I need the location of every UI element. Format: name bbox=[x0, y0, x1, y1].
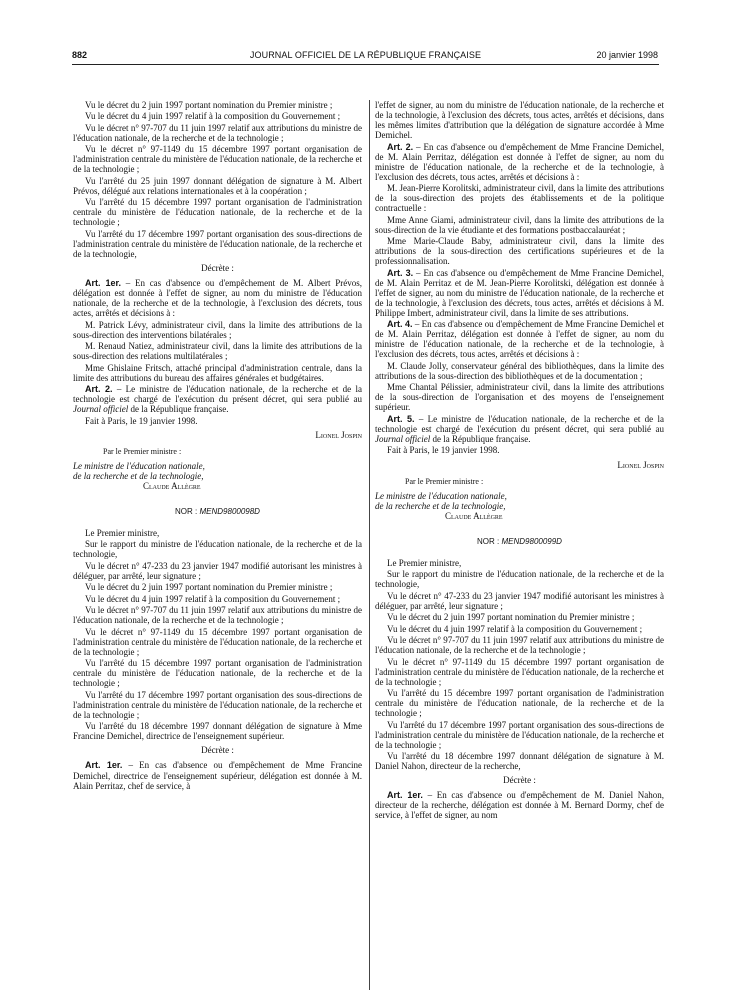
minister-title: Le ministre de l'éducation nationale, bbox=[73, 460, 205, 471]
nor-reference: NOR : MEND9800098D bbox=[175, 506, 260, 516]
visa: Vu le décret n° 97-707 du 11 juin 1997 relatif aux attributions du ministre de l'éducation nationale, de la recherche et de la technologie ; bbox=[73, 605, 362, 626]
par-premier-ministre: Par le Premier ministre : bbox=[103, 446, 182, 456]
header-rule bbox=[72, 64, 659, 65]
right-column bbox=[375, 100, 664, 990]
article-1: Art. 1er. – En cas d'absence ou d'empêchement de M. Albert Prévos, délégation est donnée à l'effet de signer, au nom du ministre de l'éducation nationale, de la recherche et de la technologie, à l'exclusion des décrets, tous actes, arrêtés et décisions à : bbox=[73, 278, 362, 319]
article-label: Art. 4. bbox=[387, 319, 413, 330]
page-number: 882 bbox=[72, 50, 88, 60]
delegate-item: Mme Ghislaine Fritsch, attaché principal d'administration centrale, dans la limite des attributions du bureau des affaires générales et budgétaires. bbox=[73, 362, 362, 383]
article-5: Art. 5. – Le ministre de l'éducation nationale, de la recherche et de la technologie est chargé de l'exécution du présent décret, qui sera publié au Journal officiel de la République française. bbox=[375, 413, 664, 445]
visa: Vu le décret n° 47-233 du 23 janvier 1947 modifié autorisant les ministres à déléguer, par arrêté, leur signature ; bbox=[73, 560, 362, 581]
par-premier-ministre: Par le Premier ministre : bbox=[405, 476, 484, 486]
article-label: Art. 2. bbox=[387, 141, 414, 152]
article-4: Art. 4. – En cas d'absence ou d'empêchement de Mme Francine Demichel et de M. Alain Perritaz, délégation est donnée à l'effet de signer, au nom du ministre de l'éducation nationale, de la recherche et de la technologie, à l'exclusion des décrets, tous actes, arrêtés et décisions à : bbox=[375, 319, 664, 360]
visa: Vu le décret du 2 juin 1997 portant nomination du Premier ministre ; bbox=[85, 582, 333, 593]
article-2: Art. 2. – En cas d'absence ou d'empêchement de Mme Francine Demichel, de M. Alain Perritaz, délégation est donnée à l'effet de signer, au nom du ministre de l'éducation nationale, de la recherche et de la technologie, à l'exclusion des décrets, tous actes, arrêtés et décisions à : bbox=[375, 141, 664, 182]
minister-title: Le ministre de l'éducation nationale, bbox=[375, 490, 507, 501]
visa: Vu l'arrêté du 17 décembre 1997 portant organisation des sous-directions de l'administration centrale du ministère de l'éducation nationale, de la recherche et de la technologie ; bbox=[375, 719, 664, 750]
delegate-item: M. Jean-Pierre Korolitski, administrateur civil, dans la limite des attributions de la sous-direction des projets des établissements et de la politique contractuelle : bbox=[375, 183, 664, 214]
visa: Vu l'arrêté du 15 décembre 1997 portant organisation de l'administration centrale du ministère de l'éducation nationale, de la recherche et de la technologie ; bbox=[375, 688, 664, 719]
article-label: Art. 5. bbox=[387, 413, 415, 424]
visa: Vu le décret du 4 juin 1997 relatif à la composition du Gouvernement ; bbox=[387, 623, 643, 634]
nor-reference: NOR : MEND9800099D bbox=[477, 536, 562, 546]
delegate-item: M. Renaud Natiez, administrateur civil, dans la limite des attributions de la sous-direction des relations multilatérales ; bbox=[73, 341, 362, 362]
fait-line: Fait à Paris, le 19 janvier 1998. bbox=[387, 445, 500, 456]
visa: Vu l'arrêté du 17 décembre 1997 portant organisation des sous-directions de l'administration centrale du ministère de l'éducation nationale, de la recherche et de la technologie ; bbox=[73, 689, 362, 720]
signature: Lionel Jospin bbox=[315, 429, 362, 440]
left-column bbox=[73, 100, 362, 990]
signature: Lionel Jospin bbox=[617, 459, 664, 470]
article-label: Art. 2. bbox=[85, 384, 113, 395]
delegate-item: Mme Marie-Claude Baby, administrateur civil, dans la limite des attributions de la sous-direction des certifications supérieures et de la professionnalisation. bbox=[375, 236, 664, 267]
visa: Vu le décret du 2 juin 1997 portant nomination du Premier ministre ; bbox=[387, 612, 635, 623]
delegate-item: M. Patrick Lévy, administrateur civil, dans la limite des attributions de la sous-direction des interventions bilatérales ; bbox=[73, 319, 362, 340]
visa: Vu l'arrêté du 15 décembre 1997 portant organisation de l'administration centrale du ministère de l'éducation nationale, de la recherche et de la technologie ; bbox=[73, 197, 362, 228]
article-1: Art. 1er. – En cas d'absence ou d'empêchement de M. Daniel Nahon, directeur de la recherche, délégation est donnée à M. Bernard Dormy, chef de service, à l'effet de signer, au nom bbox=[375, 790, 664, 821]
minister-name: Claude Allègre bbox=[143, 480, 201, 491]
minister-title: de la recherche et de la technologie, bbox=[375, 500, 506, 511]
rapport-line: Sur le rapport du ministre de l'éducation nationale, de la recherche et de la technologie, bbox=[375, 569, 664, 590]
visa: Vu le décret du 4 juin 1997 relatif à la composition du Gouvernement ; bbox=[85, 111, 341, 122]
visa: Vu le décret du 4 juin 1997 relatif à la composition du Gouvernement ; bbox=[85, 593, 341, 604]
rapport-line: Sur le rapport du ministre de l'éducation nationale, de la recherche et de la technologie, bbox=[73, 539, 362, 560]
delegate-item: Mme Chantal Pélissier, administrateur civil, dans la limite des attributions de la sous-direction de l'organisation et des moyens de l'enseignement supérieur. bbox=[375, 382, 664, 413]
visa: Vu l'arrêté du 18 décembre 1997 donnant délégation de signature à M. Daniel Nahon, directeur de la recherche, bbox=[375, 751, 664, 772]
issue-date: 20 janvier 1998 bbox=[596, 50, 658, 60]
decrete-heading: Décrète : bbox=[201, 745, 234, 756]
visa: Vu le décret n° 97-1149 du 15 décembre 1997 portant organisation de l'administration centrale du ministère de l'éducation nationale, de la recherche et de la technologie ; bbox=[73, 144, 362, 175]
article-1: Art. 1er. – En cas d'absence ou d'empêchement de Mme Francine Demichel, directrice de l'enseignement supérieur, délégation est donnée à M. Alain Perritaz, chef de service, à bbox=[73, 760, 362, 791]
visa: Vu l'arrêté du 17 décembre 1997 portant organisation des sous-directions de l'administration centrale du ministère de l'éducation nationale, de la recherche et de la technologie, bbox=[73, 228, 362, 259]
delegate-item: Mme Anne Giami, administrateur civil, dans la limite des attributions de la sous-direction de la vie étudiante et des formations postbaccalauréat ; bbox=[375, 214, 664, 235]
visa: Vu le décret n° 97-707 du 11 juin 1997 relatif aux attributions du ministre de l'éducation nationale, de la recherche et de la technologie ; bbox=[375, 635, 664, 656]
article-label: Art. 1er. bbox=[85, 760, 123, 771]
visa: Vu le décret n° 97-707 du 11 juin 1997 relatif aux attributions du ministre de l'éducation nationale, de la recherche et de la technologie ; bbox=[73, 122, 362, 143]
visa: Vu le décret n° 47-233 du 23 janvier 1947 modifié autorisant les ministres à déléguer, par arrêté, leur signature ; bbox=[375, 590, 664, 611]
visa: Vu le décret n° 97-1149 du 15 décembre 1997 portant organisation de l'administration centrale du ministère de l'éducation nationale, de la recherche et de la technologie ; bbox=[375, 656, 664, 687]
article-label: Art. 1er. bbox=[387, 790, 423, 801]
minister-title: de la recherche et de la technologie, bbox=[73, 470, 204, 481]
minister-name: Claude Allègre bbox=[445, 510, 503, 521]
fait-line: Fait à Paris, le 19 janvier 1998. bbox=[85, 415, 198, 426]
visa: Vu le décret n° 97-1149 du 15 décembre 1997 portant organisation de l'administration centrale du ministère de l'éducation nationale, de la recherche et de la technologie ; bbox=[73, 626, 362, 657]
journal-title: JOURNAL OFFICIEL DE LA RÉPUBLIQUE FRANÇAISE bbox=[249, 50, 482, 60]
premier-ministre-line: Le Premier ministre, bbox=[387, 557, 462, 568]
continued-text: l'effet de signer, au nom du ministre de l'éducation nationale, de la recherche et de la technologie, à l'exclusion des décrets, tous actes, arrêtés et décisions, dans les mêmes limites d'attribution que la délégation de signature accordée à Mme Demichel. bbox=[375, 100, 664, 141]
delegate-item: M. Claude Jolly, conservateur général des bibliothèques, dans la limite des attributions de la sous-direction des bibliothèques et de la documentation ; bbox=[375, 360, 664, 381]
article-label: Art. 3. bbox=[387, 267, 414, 278]
decrete-heading: Décrète : bbox=[201, 263, 234, 274]
premier-ministre-line: Le Premier ministre, bbox=[85, 527, 160, 538]
decrete-heading: Décrète : bbox=[503, 775, 536, 786]
article-2: Art. 2. – Le ministre de l'éducation nationale, de la recherche et de la technologie est chargé de l'exécution du présent décret, qui sera publié au Journal officiel de la République française. bbox=[73, 384, 362, 415]
visa: Vu le décret du 2 juin 1997 portant nomination du Premier ministre ; bbox=[85, 100, 333, 110]
visa: Vu l'arrêté du 15 décembre 1997 portant organisation de l'administration centrale du ministère de l'éducation nationale, de la recherche et de la technologie ; bbox=[73, 658, 362, 689]
column-divider bbox=[369, 100, 370, 990]
page-header bbox=[0, 50, 731, 64]
article-3: Art. 3. – En cas d'absence ou d'empêchement de Mme Francine Demichel, de M. Alain Perritaz et de M. Jean-Pierre Korolitski, délégation est donnée à l'effet de signer, au nom du ministre de l'éducation nationale, de la recherche et de la technologie, à l'exclusion des décrets, tous actes, arrêtés et décisions à M. Philippe Imbert, administrateur civil, dans la limite de ses attributions. bbox=[375, 267, 664, 318]
visa: Vu l'arrêté du 25 juin 1997 donnant délégation de signature à M. Albert Prévos, délégué aux relations internationales et à la coopération ; bbox=[73, 175, 362, 196]
visa: Vu l'arrêté du 18 décembre 1997 donnant délégation de signature à Mme Francine Demichel, directrice de l'enseignement supérieur. bbox=[73, 721, 362, 742]
article-label: Art. 1er. bbox=[85, 278, 121, 289]
